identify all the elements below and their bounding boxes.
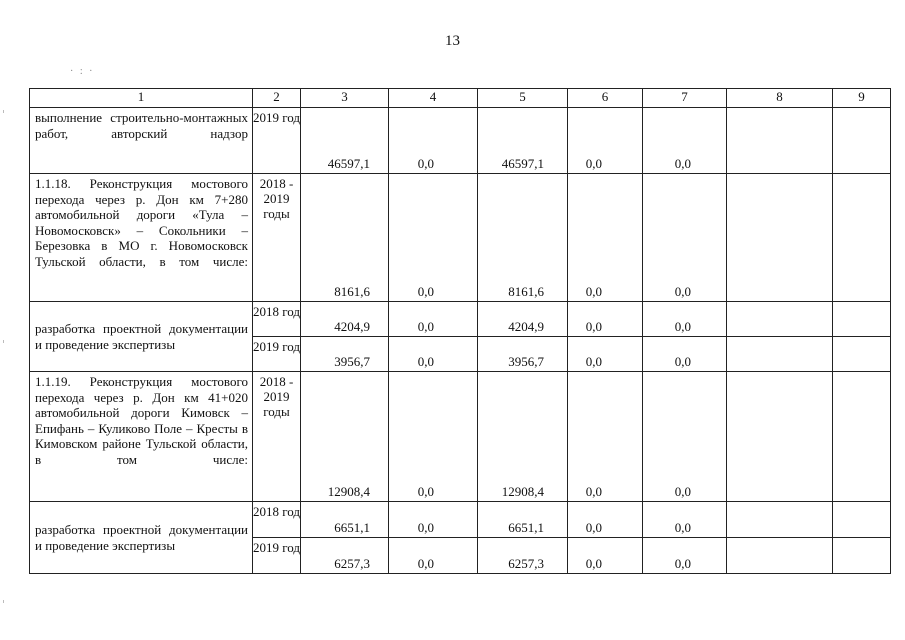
empty-cell xyxy=(727,302,833,337)
header-cell: 2 xyxy=(253,89,301,108)
value-cell: 0,0 xyxy=(389,337,478,372)
empty-cell xyxy=(727,337,833,372)
budget-table xyxy=(29,88,891,574)
value-cell: 0,0 xyxy=(389,108,478,174)
value-cell: 3956,7 xyxy=(478,337,568,372)
value-cell: 0,0 xyxy=(568,108,643,174)
row-year: 2018 год xyxy=(253,302,301,337)
value-cell: 0,0 xyxy=(389,372,478,502)
empty-cell xyxy=(833,502,891,538)
row-year: 2019 год xyxy=(253,538,301,574)
value-cell: 46597,1 xyxy=(478,108,568,174)
row-year: 2018 - 2019 годы xyxy=(253,174,301,302)
value-cell: 0,0 xyxy=(643,538,727,574)
value-cell: 0,0 xyxy=(389,502,478,538)
header-cell: 4 xyxy=(389,89,478,108)
empty-cell xyxy=(833,538,891,574)
row-description: 1.1.18. Реконструкция мостового перехода через р. Дон км 7+280 автомобильной дороги «Тула – Новомосковск» – Сокольники – Березовка в МО г. Новомосковск Тульской области, в том числе: xyxy=(30,174,253,302)
value-cell: 0,0 xyxy=(389,174,478,302)
value-cell: 0,0 xyxy=(643,372,727,502)
header-cell: 1 xyxy=(30,89,253,108)
value-cell: 0,0 xyxy=(568,174,643,302)
header-cell: 7 xyxy=(643,89,727,108)
value-cell: 0,0 xyxy=(389,538,478,574)
value-cell: 6651,1 xyxy=(478,502,568,538)
value-cell: 6651,1 xyxy=(301,502,389,538)
value-cell: 0,0 xyxy=(643,502,727,538)
page-number: 13 xyxy=(445,33,460,49)
empty-cell xyxy=(727,538,833,574)
empty-cell xyxy=(833,108,891,174)
margin-mark xyxy=(3,110,4,113)
table-row xyxy=(30,302,891,337)
value-cell: 6257,3 xyxy=(301,538,389,574)
table-row xyxy=(30,502,891,538)
empty-cell xyxy=(727,372,833,502)
value-cell: 12908,4 xyxy=(301,372,389,502)
row-description: разработка проектной документации и проведение экспертизы xyxy=(30,302,253,372)
value-cell: 0,0 xyxy=(643,337,727,372)
empty-cell xyxy=(727,174,833,302)
empty-cell xyxy=(727,108,833,174)
row-year: 2019 год xyxy=(253,108,301,174)
value-cell: 0,0 xyxy=(568,502,643,538)
value-cell: 0,0 xyxy=(643,108,727,174)
value-cell: 4204,9 xyxy=(478,302,568,337)
margin-mark xyxy=(3,340,4,343)
scan-speck: · : · xyxy=(70,66,95,77)
margin-mark xyxy=(3,600,4,603)
value-cell: 3956,7 xyxy=(301,337,389,372)
table-row xyxy=(30,174,891,302)
row-year: 2018 - 2019 годы xyxy=(253,372,301,502)
empty-cell xyxy=(727,502,833,538)
empty-cell xyxy=(833,337,891,372)
row-description: выполнение строительно-монтажных работ, авторский надзор xyxy=(30,108,253,174)
row-year: 2019 год xyxy=(253,337,301,372)
header-row xyxy=(30,89,891,108)
value-cell: 0,0 xyxy=(568,538,643,574)
empty-cell xyxy=(833,174,891,302)
header-cell: 3 xyxy=(301,89,389,108)
header-cell: 8 xyxy=(727,89,833,108)
header-cell: 6 xyxy=(568,89,643,108)
value-cell: 46597,1 xyxy=(301,108,389,174)
value-cell: 8161,6 xyxy=(478,174,568,302)
header-cell: 5 xyxy=(478,89,568,108)
value-cell: 0,0 xyxy=(568,337,643,372)
value-cell: 8161,6 xyxy=(301,174,389,302)
row-year: 2018 год xyxy=(253,502,301,538)
value-cell: 4204,9 xyxy=(301,302,389,337)
value-cell: 0,0 xyxy=(389,302,478,337)
value-cell: 0,0 xyxy=(643,302,727,337)
table-row xyxy=(30,372,891,502)
empty-cell xyxy=(833,372,891,502)
table-row xyxy=(30,108,891,174)
row-description: 1.1.19. Реконструкция мостового перехода через р. Дон км 41+020 автомобильной дороги Кимовск – Епифань – Куликово Поле – Кресты в Кимовском районе Тульской области, в том числе: xyxy=(30,372,253,502)
value-cell: 6257,3 xyxy=(478,538,568,574)
empty-cell xyxy=(833,302,891,337)
header-cell: 9 xyxy=(833,89,891,108)
value-cell: 0,0 xyxy=(643,174,727,302)
value-cell: 12908,4 xyxy=(478,372,568,502)
value-cell: 0,0 xyxy=(568,302,643,337)
row-description: разработка проектной документации и проведение экспертизы xyxy=(30,502,253,574)
value-cell: 0,0 xyxy=(568,372,643,502)
